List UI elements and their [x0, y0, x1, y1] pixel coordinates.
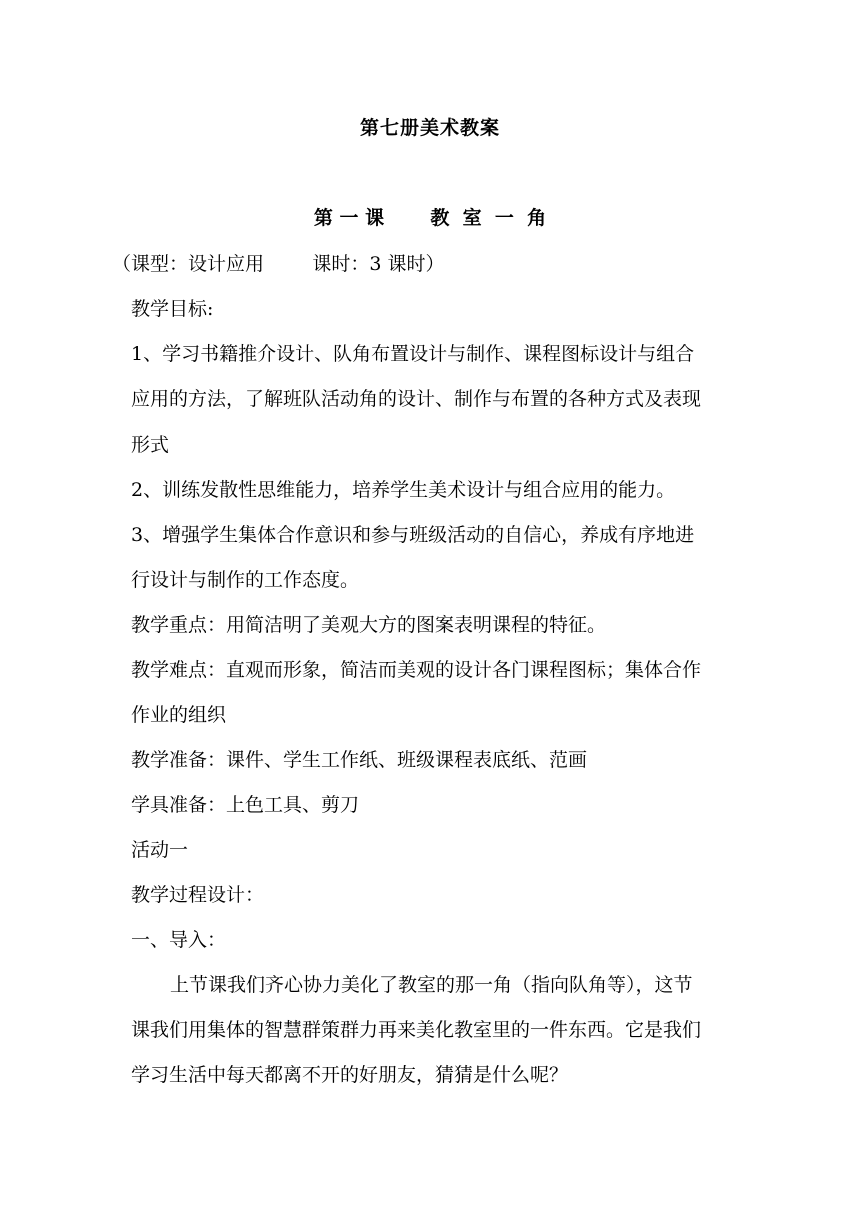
intro-line-1: 上节课我们齐心协力美化了教室的那一角（指向队角等），这节 — [170, 974, 693, 996]
lesson-type-line: （课型：设计应用 课时：3 课时） — [112, 253, 445, 275]
difficulty-line-2: 作业的组织 — [131, 704, 227, 726]
objective-1-line-3: 形式 — [131, 434, 170, 456]
objective-3-line-1: 3、增强学生集体合作意识和参与班级活动的自信心，养成有序地进 — [131, 524, 695, 546]
objective-2: 2、训练发散性思维能力，培养学生美术设计与组合应用的能力。 — [131, 479, 676, 501]
intro-heading: 一、导入： — [131, 929, 227, 951]
key-point: 教学重点：用简洁明了美观大方的图案表明课程的特征。 — [131, 614, 607, 636]
process-heading: 教学过程设计： — [131, 884, 265, 906]
intro-line-3: 学习生活中每天都离不开的好朋友，猜猜是什么呢？ — [131, 1064, 569, 1086]
document-title: 第七册美术教案 — [359, 117, 500, 139]
activity-label: 活动一 — [131, 839, 189, 861]
intro-line-2: 课我们用集体的智慧群策群力再来美化教室里的一件东西。它是我们 — [131, 1019, 702, 1041]
objectives-heading: 教学目标: — [131, 298, 214, 320]
difficulty-line-1: 教学难点：直观而形象，简洁而美观的设计各门课程图标；集体合作 — [131, 659, 702, 681]
objective-1-line-1: 1、学习书籍推介设计、队角布置设计与制作、课程图标设计与组合 — [131, 343, 695, 365]
objective-3-line-2: 行设计与制作的工作态度。 — [131, 569, 360, 591]
objective-1-line-2: 应用的方法，了解班队活动角的设计、制作与布置的各种方式及表现 — [131, 388, 702, 410]
teaching-prep: 教学准备：课件、学生工作纸、班级课程表底纸、范画 — [131, 749, 588, 771]
lesson-title: 第 一 课 教 室 一 角 — [313, 207, 547, 229]
student-prep: 学具准备：上色工具、剪刀 — [131, 794, 360, 816]
